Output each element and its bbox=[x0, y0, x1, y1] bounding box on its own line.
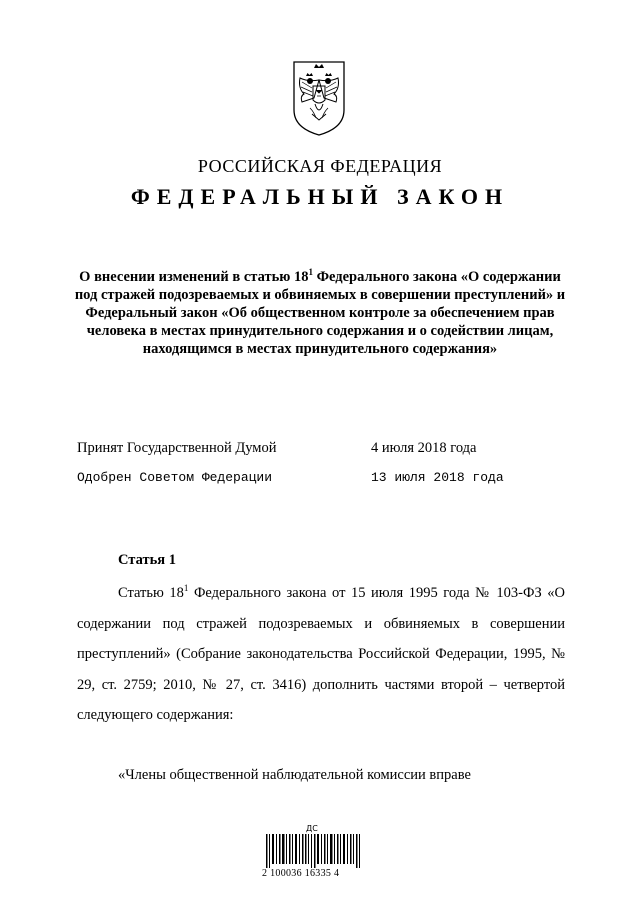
law-title-superscript: 1 bbox=[308, 267, 313, 277]
article-paragraph-1 bbox=[77, 578, 565, 731]
law-title-part1: О внесении изменений в статью 18 bbox=[79, 269, 309, 285]
paragraph-text-part1: Статью 18 bbox=[118, 585, 184, 601]
document-barcode bbox=[262, 824, 382, 884]
paragraph-superscript: 1 bbox=[183, 583, 189, 593]
barcode-number: 2 100036 16335 4 bbox=[262, 868, 340, 879]
paragraph-text: «Члены общественной наблюдательной комиссии вправе bbox=[118, 767, 471, 783]
coat-of-arms-emblem bbox=[288, 58, 350, 138]
law-title bbox=[70, 268, 570, 358]
law-title-part2: Федерального закона «О содержании под стражей подозреваемых и обвиняемых в совершении преступлений» и Федеральный закон «Об общественном контроле за обеспечением прав человека в местах принудительного содержания и о содействии лицам, находящимся в местах принудительного содержания» bbox=[74, 269, 566, 357]
article-paragraph-2 bbox=[77, 760, 565, 791]
adoption-label: Принят Государственной Думой bbox=[77, 440, 277, 456]
barcode-bars bbox=[266, 834, 362, 868]
adoption-label: Одобрен Советом Федерации bbox=[77, 470, 273, 485]
country-name: РОССИЙСКАЯ ФЕДЕРАЦИЯ bbox=[197, 156, 443, 176]
paragraph-text-part2: Федерального закона от 15 июля 1995 года № 103-ФЗ «О содержании под стражей подозреваемых и обвиняемых в совершении преступлений» (Собрание законодательства Российской Федерации, 1995, № 29, ст. 2759; 2010, № 27, ст. 3416) дополнить частями второй – четвертой следующего содержания: bbox=[77, 585, 565, 723]
adoption-date: 4 июля 2018 года bbox=[371, 440, 477, 456]
adoption-date: 13 июля 2018 года bbox=[371, 470, 504, 485]
document-type-heading: ФЕДЕРАЛЬНЫЙ ЗАКОН bbox=[130, 184, 510, 209]
barcode-mark: ДС bbox=[306, 824, 318, 833]
article-heading: Статья 1 bbox=[118, 552, 176, 568]
